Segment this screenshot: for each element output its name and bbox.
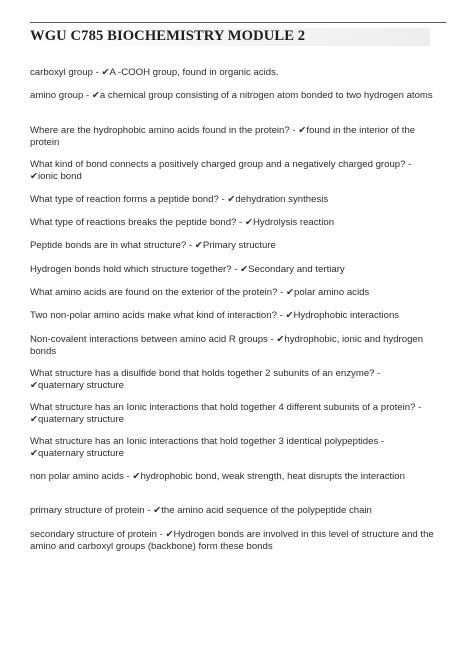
question-text: Peptide bonds are in what structure? - bbox=[30, 240, 195, 251]
qa-item-13 bbox=[30, 402, 435, 426]
qa-item-4 bbox=[30, 159, 435, 183]
question-text: carboxyl group - bbox=[30, 67, 102, 78]
question-text: non polar amino acids - bbox=[30, 471, 133, 482]
checkmark-icon: ✔ bbox=[298, 125, 307, 136]
qa-item-5 bbox=[30, 194, 435, 206]
answer-text: Secondary and tertiary bbox=[248, 264, 345, 275]
checkmark-icon: ✔ bbox=[240, 264, 249, 275]
answer-text: ionic bond bbox=[38, 171, 82, 183]
question-text: secondary structure of protein - bbox=[30, 529, 166, 540]
qa-item-10 bbox=[30, 310, 435, 322]
answer-text: hydrophobic bond, weak strength, heat disrupts the interaction bbox=[140, 471, 405, 482]
checkmark-icon: ✔ bbox=[30, 448, 39, 460]
qa-item-17 bbox=[30, 529, 435, 553]
checkmark-icon: ✔ bbox=[194, 240, 203, 251]
qa-item-9 bbox=[30, 287, 435, 299]
answer-text: found in the interior of the protein bbox=[30, 125, 416, 149]
answer-text: quaternary structure bbox=[38, 414, 124, 426]
question-text: What structure has an Ionic interactions that hold together 3 identical polypeptides - bbox=[30, 436, 385, 447]
checkmark-icon: ✔ bbox=[153, 505, 162, 516]
question-text: Hydrogen bonds hold which structure together? - bbox=[30, 264, 241, 275]
qa-item-11 bbox=[30, 334, 435, 358]
answer-text: A -COOH group, found in organic acids. bbox=[109, 67, 279, 78]
answer-text: Hydrogen bonds are involved in this level of structure and the amino and carboxyl groups (backbone) form these bonds bbox=[30, 529, 434, 553]
question-text: Non-covalent interactions between amino acid R groups - bbox=[30, 334, 277, 345]
answer-text: quaternary structure bbox=[38, 380, 124, 392]
qa-item-1 bbox=[30, 67, 435, 79]
document-title: WGU C785 BIOCHEMISTRY MODULE 2 bbox=[30, 28, 306, 44]
qa-item-7 bbox=[30, 240, 435, 252]
answer-text: Hydrolysis reaction bbox=[252, 217, 335, 228]
checkmark-icon: ✔ bbox=[101, 67, 110, 78]
checkmark-icon: ✔ bbox=[244, 217, 253, 228]
question-text: What type of reactions breaks the peptide bond? - bbox=[30, 217, 245, 228]
answer-text: quaternary structure bbox=[38, 448, 124, 460]
header-rule bbox=[30, 22, 446, 23]
answer-text: hydrophobic, ionic and hydrogen bonds bbox=[30, 334, 424, 358]
checkmark-icon: ✔ bbox=[30, 171, 39, 183]
question-text: Two non-polar amino acids make what kind of interaction? - bbox=[30, 310, 286, 321]
checkmark-icon: ✔ bbox=[91, 90, 100, 101]
answer-text: Hydrophobic interactions bbox=[293, 310, 400, 321]
question-text: amino group - bbox=[30, 90, 92, 101]
qa-item-8 bbox=[30, 264, 435, 276]
question-text: What amino acids are found on the exterior of the protein? - bbox=[30, 287, 286, 298]
checkmark-icon: ✔ bbox=[285, 310, 294, 321]
answer-text: a chemical group consisting of a nitrogen atom bonded to two hydrogen atoms bbox=[99, 90, 433, 101]
qa-item-14 bbox=[30, 436, 435, 460]
question-text: What structure has a disulfide bond that holds together 2 subunits of an enzyme? - bbox=[30, 368, 381, 379]
qa-item-12 bbox=[30, 368, 435, 392]
qa-item-2 bbox=[30, 90, 435, 102]
question-text: What type of reaction forms a peptide bond? - bbox=[30, 194, 228, 205]
answer-text: polar amino acids bbox=[294, 287, 370, 298]
checkmark-icon: ✔ bbox=[285, 287, 295, 298]
question-text: What structure has an Ionic interactions that hold together 4 different subunits of a protein? - bbox=[30, 402, 422, 413]
question-text: Where are the hydrophobic amino acids found in the protein? - bbox=[30, 125, 299, 136]
answer-text: Primary structure bbox=[202, 240, 276, 251]
checkmark-icon: ✔ bbox=[227, 194, 236, 205]
question-text: primary structure of protein - bbox=[30, 505, 154, 516]
checkmark-icon: ✔ bbox=[132, 471, 141, 482]
qa-item-6 bbox=[30, 217, 435, 229]
qa-item-16 bbox=[30, 505, 435, 517]
question-text: What kind of bond connects a positively charged group and a negatively charged group? - bbox=[30, 159, 412, 170]
checkmark-icon: ✔ bbox=[276, 334, 285, 345]
answer-text: the amino acid sequence of the polypeptide chain bbox=[161, 505, 372, 516]
checkmark-icon: ✔ bbox=[165, 529, 174, 540]
answer-text: dehydration synthesis bbox=[235, 194, 329, 205]
qa-item-15 bbox=[30, 471, 435, 483]
qa-item-3 bbox=[30, 125, 435, 149]
checkmark-icon: ✔ bbox=[30, 380, 39, 392]
checkmark-icon: ✔ bbox=[30, 414, 39, 426]
